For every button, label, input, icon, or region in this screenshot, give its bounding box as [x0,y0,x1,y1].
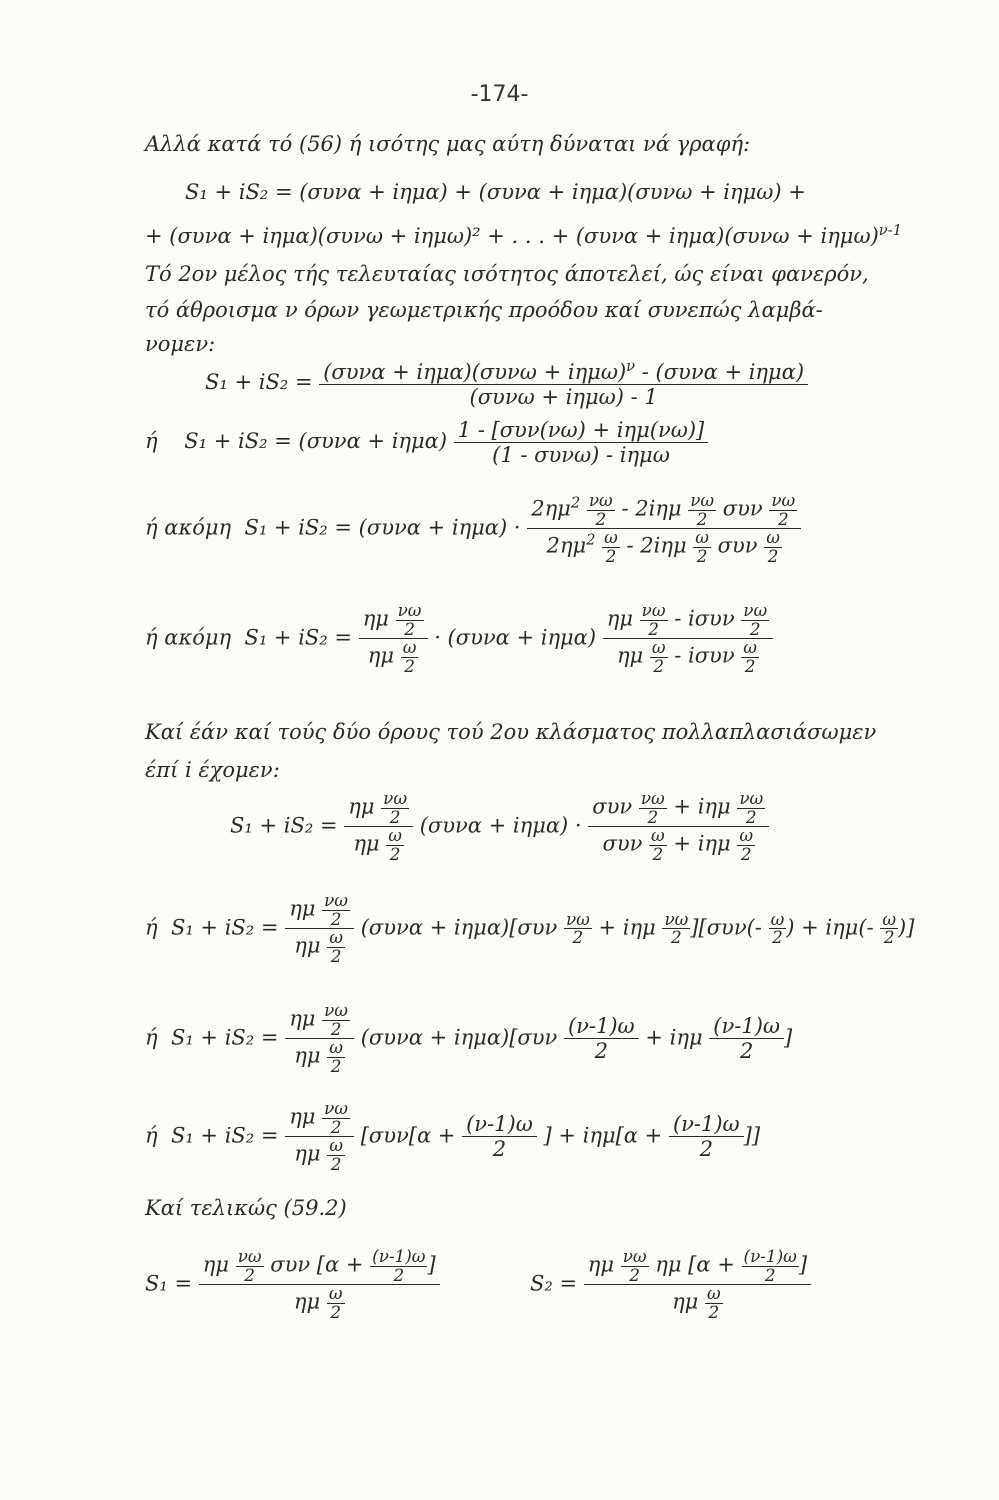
final-s1-d-w: ω [328,1283,343,1304]
final-s1-denominator [199,1285,440,1321]
eq6-f1-d-w: ω [388,825,402,846]
eq5-f1-numerator [359,602,428,639]
eq4-df2-n: ω [695,527,709,548]
eq5-f2-d2-w: ω [743,637,757,658]
final-s2-n-a: ημ [587,1252,614,1277]
eq8-denominator [285,1039,354,1075]
final-s2-fraction [584,1248,811,1322]
final-s1-d-2: 2 [330,1301,342,1322]
eq6-f2-numerator [588,790,769,827]
equation-9-fraction [285,1100,354,1174]
eq5-f2-d-eta: ημ [616,643,644,668]
eq6-f2-n1-nw: νω [640,788,665,808]
eq6-f2-d-frac1 [649,827,667,863]
eq9-a-num: (ν-1)ω [462,1112,537,1137]
eq5-f1-d-w: ω [402,637,417,658]
eq5-f1-denominator [359,639,428,675]
eq6-f2-denominator [588,827,769,863]
final-s2-denominator [584,1285,811,1321]
equation-3-fraction [454,418,709,467]
eq7-a-2: 2 [572,927,584,948]
eq4-nf3-d: 2 [777,508,789,529]
final-s2-n-2: 2 [629,1264,640,1285]
eq7-frac-a [564,908,592,948]
equation-4-fraction [527,492,801,566]
eq8-n-frac [322,1002,350,1038]
eq9-frac-b [669,1112,744,1161]
equation-4-prefix: ή ακόμη [145,515,232,540]
paragraph-1-line-2: τό άθροισμα ν όρων γεωμετρικής προόδου καί συνεπώς λαμβά- [145,298,823,322]
eq7-numerator [285,892,354,929]
equation-2-denominator: (συνω + iημω) - 1 [469,385,658,409]
eq8-n-nw: νω [324,1000,348,1020]
equation-8-prefix: ή [145,1025,158,1050]
eq5-f1-d-frac [401,639,419,675]
eq5-f1-d-eta: ημ [367,643,395,668]
eq5-f2-n1-nw: νω [641,600,666,620]
eq4-num-frac-1 [587,492,615,528]
final-s2-n-frac2 [742,1248,799,1284]
equation-7-tail: ][συν(- [690,915,762,940]
eq6-f1-d-2: 2 [389,843,401,864]
equation-7-lhs: S₁ + iS₂ = [170,915,279,940]
eq5-f1-n-nw: νω [397,600,422,620]
equation-1-exponent: ν-1 [878,222,903,239]
eq8-a-num: (ν-1)ω [564,1014,639,1039]
eq6-f2-n2-2: 2 [745,806,757,827]
eq9-n-eta: ημ [289,1104,316,1129]
final-s1-numerator [199,1248,440,1285]
eq6-f2-d-frac2 [737,827,755,863]
eq4-df1-n: ω [604,527,618,548]
equation-1-line-1: S₁ + iS₂ = (συνα + iημα) + (συνα + iημα)(συνω + iημω) + [185,180,806,204]
equation-4-denominator [527,529,801,565]
eq7-n-2: 2 [330,908,342,929]
eq8-d-w: ω [329,1037,343,1058]
eq6-f2-d1-2: 2 [652,843,664,864]
paragraph-2-line-1: Καί έάν καί τούς δύο όρους τού 2ου κλάσματος πολλαπλασιάσωμεν [145,720,877,744]
eq4-den-frac-2 [693,529,711,565]
final-s1-n-frac2 [370,1248,427,1284]
eq4-num-a-exp: 2 [570,494,581,512]
equation-7-prefix: ή [145,915,158,940]
final-s2-numerator [584,1248,811,1285]
eq9-d-w: ω [329,1135,343,1156]
equation-2-num-exp: ν [626,358,636,375]
eq6-f1-n-frac [381,790,409,826]
eq4-num-b: - 2iημ [621,496,682,521]
equation-3-numerator: 1 - [συν(νω) + iημ(νω)] [454,418,709,443]
equation-9-lhs: S₁ + iS₂ = [170,1123,279,1148]
eq5-f2-n-eta: ημ [606,606,633,631]
equation-8-mid: + iημ [645,1025,703,1050]
eq9-d-2: 2 [330,1153,342,1174]
eq8-b-den: 2 [739,1039,754,1064]
eq6-f2-d2-2: 2 [740,843,752,864]
eq7-c-w: ω [770,908,785,929]
final-s2-d-eta: ημ [672,1289,699,1314]
final-intro: Καί τελικώς (59.2) [145,1196,347,1220]
eq5-f2-d-frac1 [650,639,668,675]
equation-9 [145,1100,760,1174]
equation-6-lhs: S₁ + iS₂ = [230,813,338,838]
eq5-f1-n-frac [396,602,424,638]
eq8-numerator [285,1002,354,1039]
eq4-nf1-d: 2 [595,508,607,529]
eq4-nf3-n: νω [771,490,796,510]
eq4-den-a-exp: 2 [586,531,596,549]
eq6-f2-d2-w: ω [739,825,754,846]
eq7-d2-w: ω [882,908,896,929]
eq4-df2-d: 2 [696,545,708,566]
eq9-frac-a [462,1112,537,1161]
eq8-d-frac [327,1039,345,1075]
final-s1-n2-2: 2 [393,1264,405,1285]
eq7-frac-b [662,908,690,948]
eq7-n-frac [322,892,350,928]
equation-3-prefix: ή [145,429,158,453]
eq4-den-c: συν [717,533,758,558]
eq6-f2-n2-nw: νω [739,788,764,808]
equation-2-numerator [319,358,808,385]
eq4-nf2-d: 2 [696,508,708,529]
eq4-den-a: 2ημ [546,533,587,558]
equation-8-body: (συνα + iημα)[συν [360,1025,558,1050]
eq7-c-2: 2 [772,927,783,948]
final-s1-n-end: ] [427,1252,436,1277]
eq9-a-den: 2 [492,1137,507,1162]
equation-5-fraction-2 [603,602,773,676]
eq6-f2-d1-w: ω [651,825,665,846]
equation-5-fraction-1 [359,602,428,676]
final-s2-n-nw: νω [622,1246,647,1266]
equation-7-body: (συνα + iημα)[συν [360,915,558,940]
eq9-numerator [285,1100,354,1137]
equation-5 [145,602,773,676]
final-s1-n-a: ημ [202,1252,229,1277]
final-s1-d-eta: ημ [293,1289,321,1314]
final-s2-d-2: 2 [708,1301,720,1322]
equation-2 [205,358,808,409]
equation-7-mid: + iημ [598,915,656,940]
equation-7-fraction [285,892,354,966]
equation-4-lhs: S₁ + iS₂ = (συνα + iημα) · [244,515,521,540]
final-s1 [145,1248,440,1322]
equation-2-lhs: S₁ + iS₂ = [205,370,313,394]
eq4-num-a: 2ημ [531,496,571,521]
eq9-n-nw: νω [324,1098,348,1118]
eq8-d-2: 2 [330,1055,342,1076]
eq9-b-num: (ν-1)ω [669,1112,744,1137]
eq8-n-2: 2 [330,1018,342,1039]
eq5-f2-numerator [603,602,773,639]
eq9-denominator [285,1137,354,1173]
eq6-f2-n1-2: 2 [647,806,659,827]
eq6-f1-d-eta: ημ [353,831,380,856]
final-s1-lhs: S₁ = [145,1271,193,1296]
paragraph-1-line-3: νομεν: [145,332,216,356]
eq7-n-nw: νω [324,890,348,910]
final-s2-d-frac [705,1285,723,1321]
paragraph-2-line-2: έπί i έχομεν: [145,758,280,782]
equation-9-end: ]] [743,1123,761,1148]
final-s1-fraction [199,1248,440,1322]
eq7-n-eta: ημ [289,896,316,921]
eq4-nf1-n: νω [588,490,613,510]
eq5-f2-n-tail: - iσυν [674,606,735,631]
eq5-f2-n-frac1 [640,602,668,638]
equation-6-fraction-2 [588,790,769,864]
eq8-n-eta: ημ [289,1006,316,1031]
equation-1-line-2 [145,222,902,248]
eq6-f1-denominator [344,827,413,863]
eq6-f2-n-frac1 [639,790,667,826]
paragraph-1-line-1: Τό 2ον μέλος τής τελευταίας ισότητος άποτελεί, ώς είναι φανερόν, [145,262,869,286]
eq8-a-den: 2 [594,1039,608,1064]
eq8-b-num: (ν-1)ω [709,1014,784,1039]
final-s1-n-nw: νω [237,1246,262,1266]
intro-line: Αλλά κατά τό (56) ή ισότης μας αύτη δύναται νά γραφή: [145,132,751,156]
equation-8-end: ] [784,1025,793,1050]
eq4-den-frac-3 [764,529,782,565]
eq6-f2-n-frac2 [737,790,765,826]
eq4-df1-d: 2 [605,545,617,566]
equation-1-line-2-text: + (συνα + iημα)(συνω + iημω)² + . . . + (συνα + iημα)(συνω + iημω) [145,224,879,248]
equation-8-fraction [285,1002,354,1076]
eq6-f1-d-frac [386,827,404,863]
eq6-f1-n-2: 2 [389,806,401,827]
eq5-f1-n-eta: ημ [362,606,389,631]
eq5-f2-d-tail: - iσυν [674,643,735,668]
equation-7-end: )] [898,915,915,940]
equation-5-mid: · (συνα + iημα) [434,625,597,650]
final-s1-d-frac [327,1285,345,1321]
eq4-df3-n: ω [766,527,780,548]
eq4-den-frac-1 [602,529,620,565]
eq7-b-nw: νω [664,908,689,929]
equation-6-fraction-1 [344,790,413,864]
equation-5-prefix: ή ακόμη [145,625,232,650]
equation-6 [230,790,769,864]
final-s1-n-2: 2 [244,1264,255,1285]
eq8-frac-b [709,1014,784,1063]
eq5-f2-n-frac2 [741,602,769,638]
equation-9-mid: ] + iημ[α + [543,1123,663,1148]
final-s1-n2-num: (ν-1)ω [372,1246,426,1266]
final-s2-n-b: ημ [α + [655,1252,735,1277]
eq7-denominator [285,929,354,965]
equation-2-num-text: (συνα + iημα)(συνω + iημω) [323,360,627,384]
equation-7 [145,892,914,966]
equation-2-fraction [319,358,808,409]
eq6-f2-n-syn: συν [592,794,633,819]
eq7-d-w: ω [329,927,343,948]
eq4-num-frac-3 [769,492,797,528]
eq9-n-frac [322,1100,350,1136]
eq7-d2-2: 2 [883,927,895,948]
eq5-f1-d-2: 2 [404,655,415,676]
final-s2-n-end: ] [798,1252,808,1277]
equation-8 [145,1002,792,1076]
eq5-f1-n-2: 2 [404,618,415,639]
equation-4 [145,492,801,566]
final-s2-n2-2: 2 [764,1264,776,1285]
eq5-f2-denominator [603,639,773,675]
eq6-f1-n-nw: νω [383,788,408,808]
eq6-f2-d-plus: + iημ [673,831,731,856]
equation-3 [145,418,708,467]
eq5-f2-d1-2: 2 [653,655,665,676]
eq5-f2-n1-2: 2 [648,618,659,639]
equation-3-denominator: (1 - συνω) - iημω [492,443,670,467]
equation-4-numerator [527,492,801,529]
eq4-den-b: - 2iημ [626,533,687,558]
eq6-f1-numerator [344,790,413,827]
final-s1-n-frac [236,1248,264,1284]
final-s2-n-frac [621,1248,649,1284]
page-number: -174- [470,82,529,107]
eq5-f2-d2-2: 2 [744,655,756,676]
equation-7-tail-2: ) + iημ(- [786,915,874,940]
eq7-b-2: 2 [671,927,682,948]
eq6-f2-d-syn: συν [602,831,643,856]
equation-5-lhs: S₁ + iS₂ = [244,625,352,650]
eq5-f2-d1-w: ω [651,637,666,658]
final-s1-n-b: συν [α + [270,1252,364,1277]
equation-9-prefix: ή [145,1123,158,1148]
eq9-n-2: 2 [330,1116,342,1137]
eq9-d-eta: ημ [294,1141,321,1166]
eq7-d-frac [327,929,345,965]
eq8-frac-a [564,1014,639,1063]
eq5-f2-n2-nw: νω [743,600,768,620]
equation-8-lhs: S₁ + iS₂ = [170,1025,279,1050]
final-s2-n2-num: (ν-1)ω [743,1246,797,1266]
eq5-f2-n2-2: 2 [749,618,761,639]
eq9-d-frac [327,1137,345,1173]
eq7-d-2: 2 [330,945,342,966]
eq7-d-eta: ημ [294,933,321,958]
eq4-num-frac-2 [688,492,716,528]
final-s2-d-w: ω [707,1283,721,1304]
final-s2 [530,1248,811,1322]
equation-3-lhs: S₁ + iS₂ = (συνα + iημα) [184,429,448,453]
eq7-frac-c [769,908,787,948]
eq4-num-c: συν [722,496,763,521]
eq6-f2-n-plus: + iημ [673,794,731,819]
equation-2-num-tail: - (συνα + iημα) [635,360,805,384]
eq9-b-den: 2 [699,1137,713,1162]
eq4-nf2-n: νω [690,490,715,510]
eq7-a-nw: νω [565,908,590,929]
equation-6-mid: (συνα + iημα) · [419,813,582,838]
final-s2-lhs: S₂ = [530,1271,578,1296]
eq7-frac-d [880,908,898,948]
equation-9-body: [συν[α + [360,1123,456,1148]
eq8-d-eta: ημ [294,1043,321,1068]
eq5-f2-d-frac2 [741,639,759,675]
eq4-df3-d: 2 [767,545,779,566]
eq6-f1-n-eta: ημ [348,794,375,819]
